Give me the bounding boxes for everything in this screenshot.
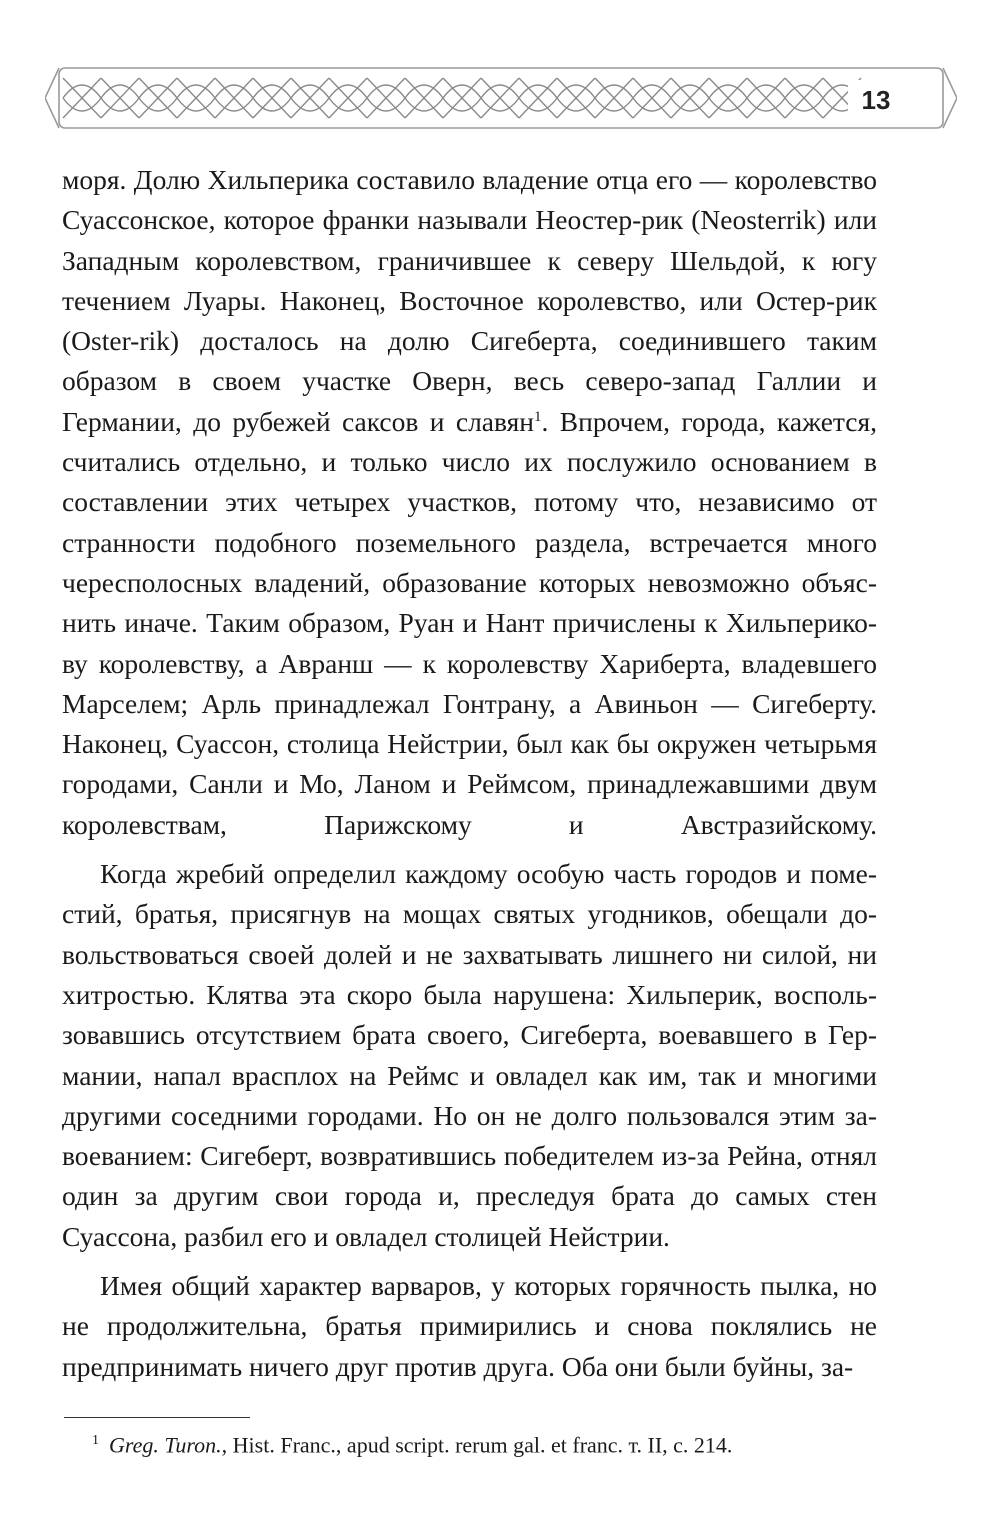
footnote — [64, 1427, 884, 1459]
footnote-author: Greg. Turon. — [109, 1432, 222, 1458]
footnote-text: , Hist. Franc., apud script. rerum gal. et franc. т. II, с. 214. — [221, 1432, 733, 1458]
header-ornament — [45, 58, 957, 138]
paragraph-1-text: моря. Долю Хильперика составило владение отца его — королевство Суассонское, которое франки называли Неостер-рик (Neosterrik) или Западным королевством, граничившее к северу Шельдой, к югу течением Луары. Наконец, Восточное королевство, или Остер-рик (Oster-rik) досталось на долю Сигеберта, соединившего таким образом в своем участке Оверн, весь северо-запад Галлии и Германии, до рубежей саксов и славян — [62, 164, 877, 437]
paragraph: Имея общий характер варваров, у которых горячность пылка, но не продолжительна, братья примирились и снова поклялись не предпринимать ничего друг против друга. Оба они были буйны, за- — [62, 1270, 877, 1382]
footnote-marker[interactable]: 1 — [534, 408, 542, 425]
paragraph-1-continuation: . Впрочем, города, кажется, считались отдельно, и только число их послужило основанием в составлении этих четырех участков, потому что, независимо от странности подобного поземельного раздела, встречается много чересполосных владений, образование которых невозможно объяснить иначе. Таким образом, Руан и Нант причислены к Хильперикову королевству, а Авранш — к королевству Хариберта, владевшего Марселем; Арль принадлежал Гонтрану, а Авиньон — Сигеберту. Наконец, Суассон, столица Нейстрии, был как бы окружен четырьмя городами, Санли и Мо, Ланом и Реймсом, принадлежавшими двум королевствам, Парижскому и Австразийскому. — [62, 405, 877, 840]
page-number: 13 — [848, 80, 904, 120]
paragraph: Когда жребий определил каждому особую часть городов и поместий, братья, присягнув на мощах святых угодников, обещали довольствоваться своей долей и не захватывать лишнего ни силой, ни хитростью. Клятва эта скоро была нарушена: Хильперик, воспользовавшись отсутствием брата своего, Сигеберта, воевавшего в Германии, напал врасплох на Реймс и овладел как им, так и многими другими соседними городами. Но он не долго пользовался этим завоеванием: Сигеберт, возвратившись победителем из-за Рейна, отнял один за другим свои города и, преследуя брата до самых стен Суассона, разбил его и овладел столицей Нейстрии. — [62, 858, 877, 1252]
celtic-knot-icon — [45, 58, 957, 138]
paragraph — [62, 160, 877, 845]
body-text — [62, 160, 877, 1387]
footnote-divider — [64, 1417, 250, 1418]
footnote-number: 1 — [92, 1433, 99, 1448]
